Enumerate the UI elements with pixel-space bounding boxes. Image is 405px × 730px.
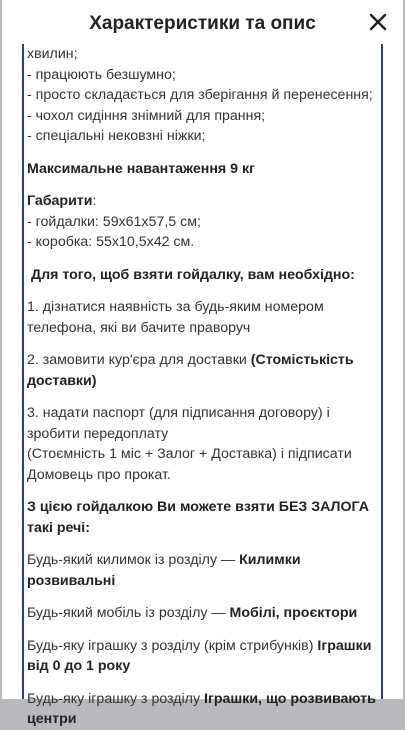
dimension-line: - гойдалки: 59х61х57,5 см; (27, 213, 201, 230)
content-border-left (22, 44, 24, 699)
no-deposit-item: Будь-яку іграшку з розділу (крім стрибунків) Іграшки від 0 до 1 року (27, 637, 372, 674)
no-deposit-item: Будь-який мобіль із розділу — Мобілі, проєктори (27, 605, 358, 621)
category-link[interactable]: Іграшки, що розвивають центри (27, 690, 376, 727)
step-3b: (Стоємність 1 міс + Залог + Доставка) і підписати Домовець про прокат. (27, 446, 352, 483)
no-deposit-title: З цією гойдалкою Ви можете взяти БЕЗ ЗАЛОГА такі речі: (27, 499, 369, 536)
step-2-bold: (Стомістькість доставки) (27, 352, 354, 389)
sheet-title: Характеристики та опис (89, 13, 316, 34)
description-content (27, 44, 379, 730)
description-sheet (2, 0, 403, 727)
feature-line: - спеціальні нековзні ніжки; (27, 128, 206, 144)
feature-line: - чохол сидіння знімний для прання; (27, 107, 266, 124)
feature-line: - працюють безшумно; (27, 66, 176, 83)
description-scroll-area[interactable] (2, 44, 403, 727)
step-1: 1. дізнатися наявність за будь-яким номером телефона, які ви бачите праворуч (27, 299, 324, 336)
step-3a: 3. надати паспорт (для підписання договору) і зробити передоплату (27, 405, 330, 442)
sheet-header (2, 0, 403, 44)
feature-line: - просто складається для зберігання й перенесення; (27, 87, 373, 103)
dimensions-colon: : (92, 193, 97, 209)
how-to-title: Для того, щоб взяти гойдалку, вам необхідно: (31, 266, 355, 283)
category-link[interactable]: Іграшки від 0 до 1 року (27, 637, 372, 674)
no-deposit-item: Будь-який килимок із розділу — Килимки розвивальні (27, 552, 301, 589)
category-link[interactable]: Мобілі, проєктори (229, 605, 358, 621)
max-load: Максимальне навантаження 9 кг (27, 160, 255, 177)
close-icon (367, 11, 389, 33)
close-button[interactable] (367, 11, 389, 33)
dimension-line: - коробка: 55х10,5х42 см. (27, 234, 195, 250)
no-deposit-item: Будь-яку іграшку з розділу Іграшки, що розвивають центри (27, 690, 376, 727)
category-link[interactable]: Килимки розвивальні (27, 552, 301, 589)
feature-line: хвилин; (27, 46, 78, 62)
content-border-right (381, 44, 383, 699)
step-2: 2. замовити кур'єра для доставки (Стомістькість доставки) (27, 352, 354, 389)
dimensions-title: Габарити (27, 193, 93, 209)
